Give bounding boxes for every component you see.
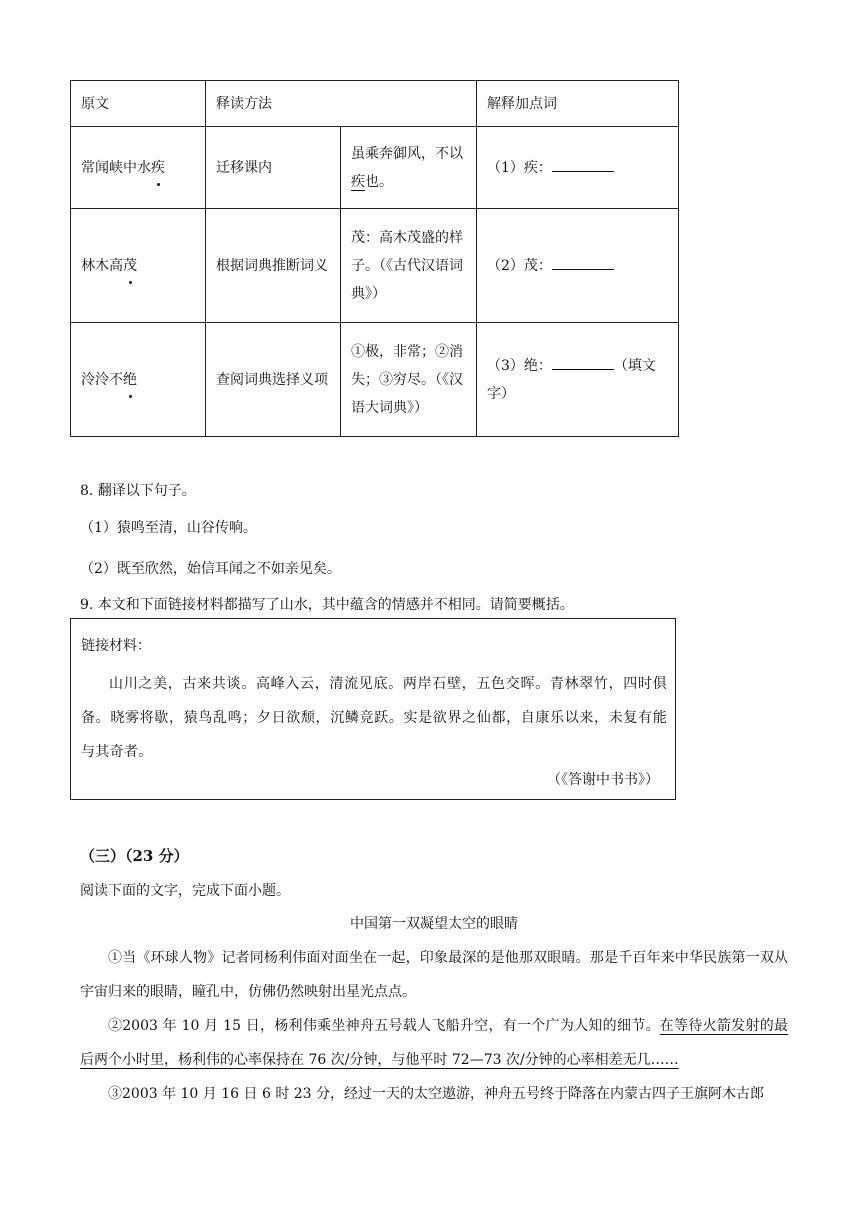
method-cell: 查阅词典选择义项 xyxy=(206,323,341,437)
section-3-title: （三）（23 分） xyxy=(80,847,189,865)
table-row xyxy=(71,127,679,209)
link-material-source: （《答谢中书书》） xyxy=(547,772,659,788)
original-text-cell: 常闻峡中水疾 xyxy=(71,127,206,209)
question-8-title: 8. 翻译以下句子。 xyxy=(80,483,196,499)
original-text-cell: 泠泠不绝 xyxy=(71,323,206,437)
article-paragraph-1: ①当《环球人物》记者同杨利伟面对面坐在一起，印象最深的是他那双眼睛。那是千百年来中华民族第一双从宇宙归来的眼睛，瞳孔中，仿佛仍然映射出星光点点。 xyxy=(80,950,788,1000)
article-paragraph-2: ②2003 年 10 月 15 日，杨利伟乘坐神舟五号载人飞船升空，有一个广为人知的细节。在等待火箭发射的最后两个小时里，杨利伟的心率保持在 76 次/分钟，与他平时 72—73 次/分钟的心率相差无几…… xyxy=(80,1018,789,1068)
header-original: 原文 xyxy=(71,81,206,127)
reference-cell: 虽乘奔御风，不以疾也。 xyxy=(341,127,477,209)
reference-cell: 茂：高木茂盛的样子。（《古代汉语词典》） xyxy=(341,209,477,323)
link-material-label: 链接材料： xyxy=(81,638,151,654)
word-explanation-table xyxy=(70,80,679,437)
method-cell: 根据词典推断词义 xyxy=(206,209,341,323)
method-cell: 迁移课内 xyxy=(206,127,341,209)
original-text-cell: 林木高茂 xyxy=(71,209,206,323)
question-8-sentence-1: （1）猿鸣至清，山谷传响。 xyxy=(80,520,257,536)
reference-cell: ①极，非常；②消失；③穷尽。（《汉语大词典》） xyxy=(341,323,477,437)
question-9-title: 9. 本文和下面链接材料都描写了山水，其中蕴含的情感并不相同。请简要概括。 xyxy=(80,597,574,613)
answer-blank[interactable] xyxy=(552,355,614,370)
underlined-passage: 在等待火箭发射的最后两个小时里，杨利伟的心率保持在 76 次/分钟，与他平时 72—73 次/分钟的心率相差无几…… xyxy=(80,1018,789,1068)
table-row xyxy=(71,323,679,437)
article-title: 中国第一双凝望太空的眼睛 xyxy=(350,916,518,932)
question-8-sentence-2: （2）既至欣然，始信耳闻之不如亲见矣。 xyxy=(80,561,341,577)
dotted-char: 茂 xyxy=(123,252,137,280)
dotted-char: 绝 xyxy=(123,366,137,394)
table-row xyxy=(71,209,679,323)
article-paragraph-3: ③2003 年 10 月 16 日 6 时 23 分，经过一天的太空遨游，神舟五号终于降落在内蒙古四子王旗阿木古郎 xyxy=(108,1086,765,1102)
underlined-char: 疾 xyxy=(351,173,365,190)
answer-blank[interactable] xyxy=(552,157,614,172)
header-explain: 解释加点词 xyxy=(477,81,679,127)
section-3-instruction: 阅读下面的文字，完成下面小题。 xyxy=(80,883,290,899)
table-header-row xyxy=(71,81,679,127)
dotted-char: 疾 xyxy=(151,154,165,182)
link-material-text: 山川之美，古来共谈。高峰入云，清流见底。两岸石壁，五色交晖。青林翠竹，四时俱备。晓雾将歇，猿鸟乱鸣；夕日欲颓，沉鳞竞跃。实是欲界之仙都，自康乐以来，未复有能与其奇者。 xyxy=(81,676,667,760)
link-material-box xyxy=(70,618,676,800)
answer-cell: （1）疾： xyxy=(477,127,679,209)
header-method: 释读方法 xyxy=(206,81,477,127)
answer-blank[interactable] xyxy=(552,255,614,270)
answer-cell: （3）绝： （填文字） xyxy=(477,323,679,437)
answer-cell: （2）茂： xyxy=(477,209,679,323)
